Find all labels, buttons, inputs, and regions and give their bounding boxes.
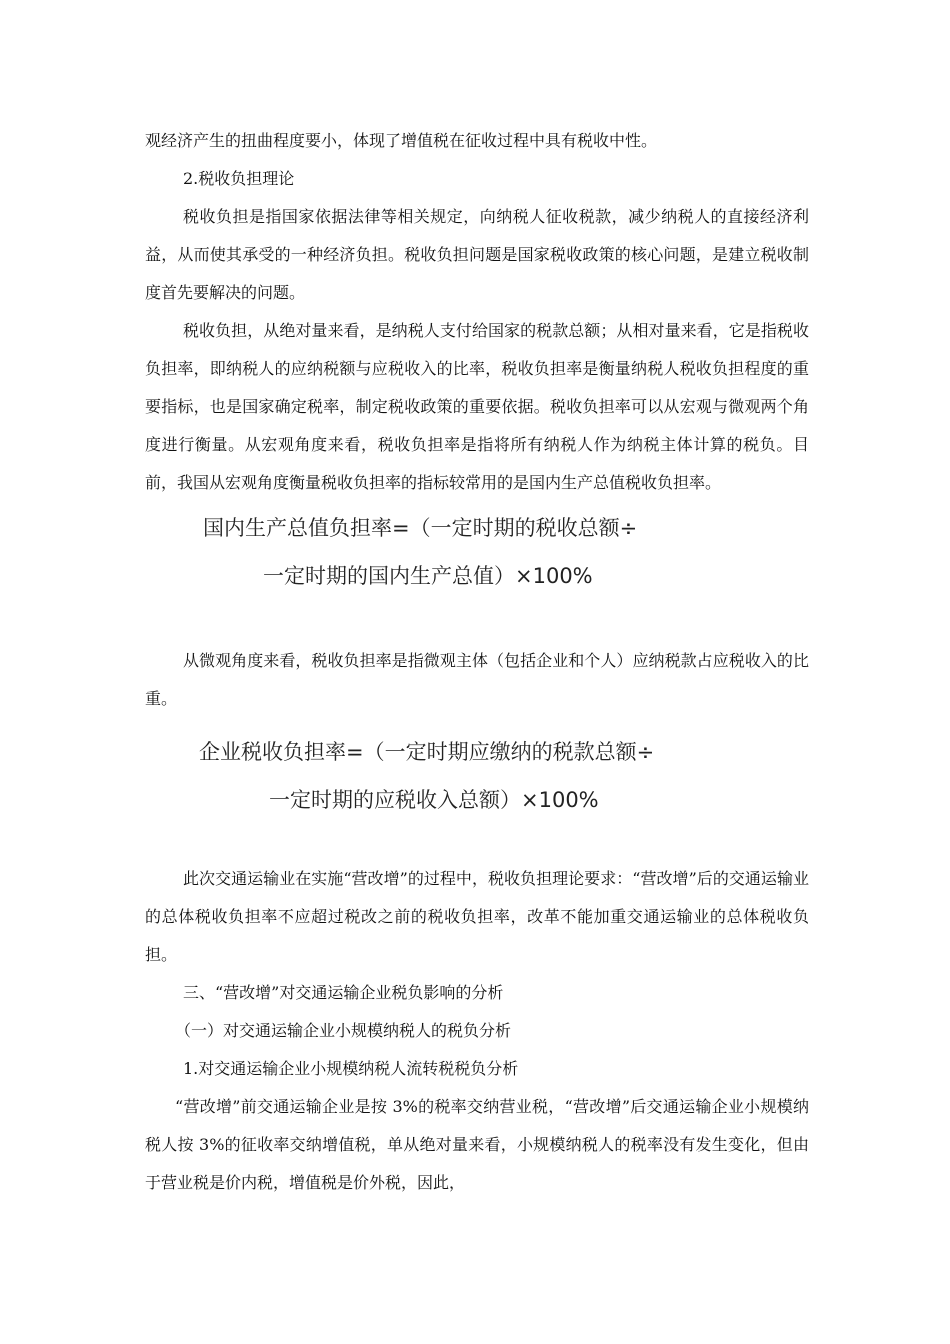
formula-gdp-burden [145,502,809,642]
formula-line: 一定时期的应税收入总额）×100% [269,788,599,812]
paragraph: “营改增”前交通运输企业是按 3%的税率交纳营业税，“营改增”后交通运输企业小规模纳税人按 3%的征收率交纳增值税，单从绝对量来看，小规模纳税人的税率没有发生变化，但由于营业税是价内税，增值税是价外税，因此， [145,1097,809,1192]
section-heading: 三、“营改增”对交通运输企业税负影响的分析 [183,983,504,1002]
section-heading: 2.税收负担理论 [183,169,295,188]
formula-line: 企业税收负担率=（一定时期应缴纳的税款总额÷ [199,740,655,764]
paragraph: 税收负担是指国家依据法律等相关规定，向纳税人征收税款，减少纳税人的直接经济利益，从而使其承受的一种经济负担。税收负担问题是国家税收政策的核心问题，是建立税收制度首先要解决的问题。 [145,207,809,302]
paragraph: 从微观角度来看，税收负担率是指微观主体（包括企业和个人）应纳税款占应税收入的比重。 [145,651,809,708]
subsection-heading: 1.对交通运输企业小规模纳税人流转税税负分析 [183,1059,519,1078]
formula-line: 一定时期的国内生产总值）×100% [263,564,593,588]
formula-enterprise-burden [145,718,809,860]
document-page [145,122,809,1202]
paragraph: 税收负担，从绝对量来看，是纳税人支付给国家的税款总额；从相对量来看，它是指税收负担率，即纳税人的应纳税额与应税收入的比率，税收负担率是衡量纳税人税收负担程度的重要指标，也是国家确定税率，制定税收政策的重要依据。税收负担率可以从宏观与微观两个角度进行衡量。从宏观角度来看，税收负担率是指将所有纳税人作为纳税主体计算的税负。目前，我国从宏观角度衡量税收负担率的指标较常用的是国内生产总值税收负担率。 [145,321,809,492]
paragraph: 此次交通运输业在实施“营改增”的过程中，税收负担理论要求：“营改增”后的交通运输业的总体税收负担率不应超过税改之前的税收负担率，改革不能加重交通运输业的总体税收负担。 [145,869,809,964]
formula-line: 国内生产总值负担率=（一定时期的税收总额÷ [203,516,638,540]
paragraph: 观经济产生的扭曲程度要小，体现了增值税在征收过程中具有税收中性。 [145,131,658,150]
subsection-heading: （一）对交通运输企业小规模纳税人的税负分析 [175,1021,512,1040]
